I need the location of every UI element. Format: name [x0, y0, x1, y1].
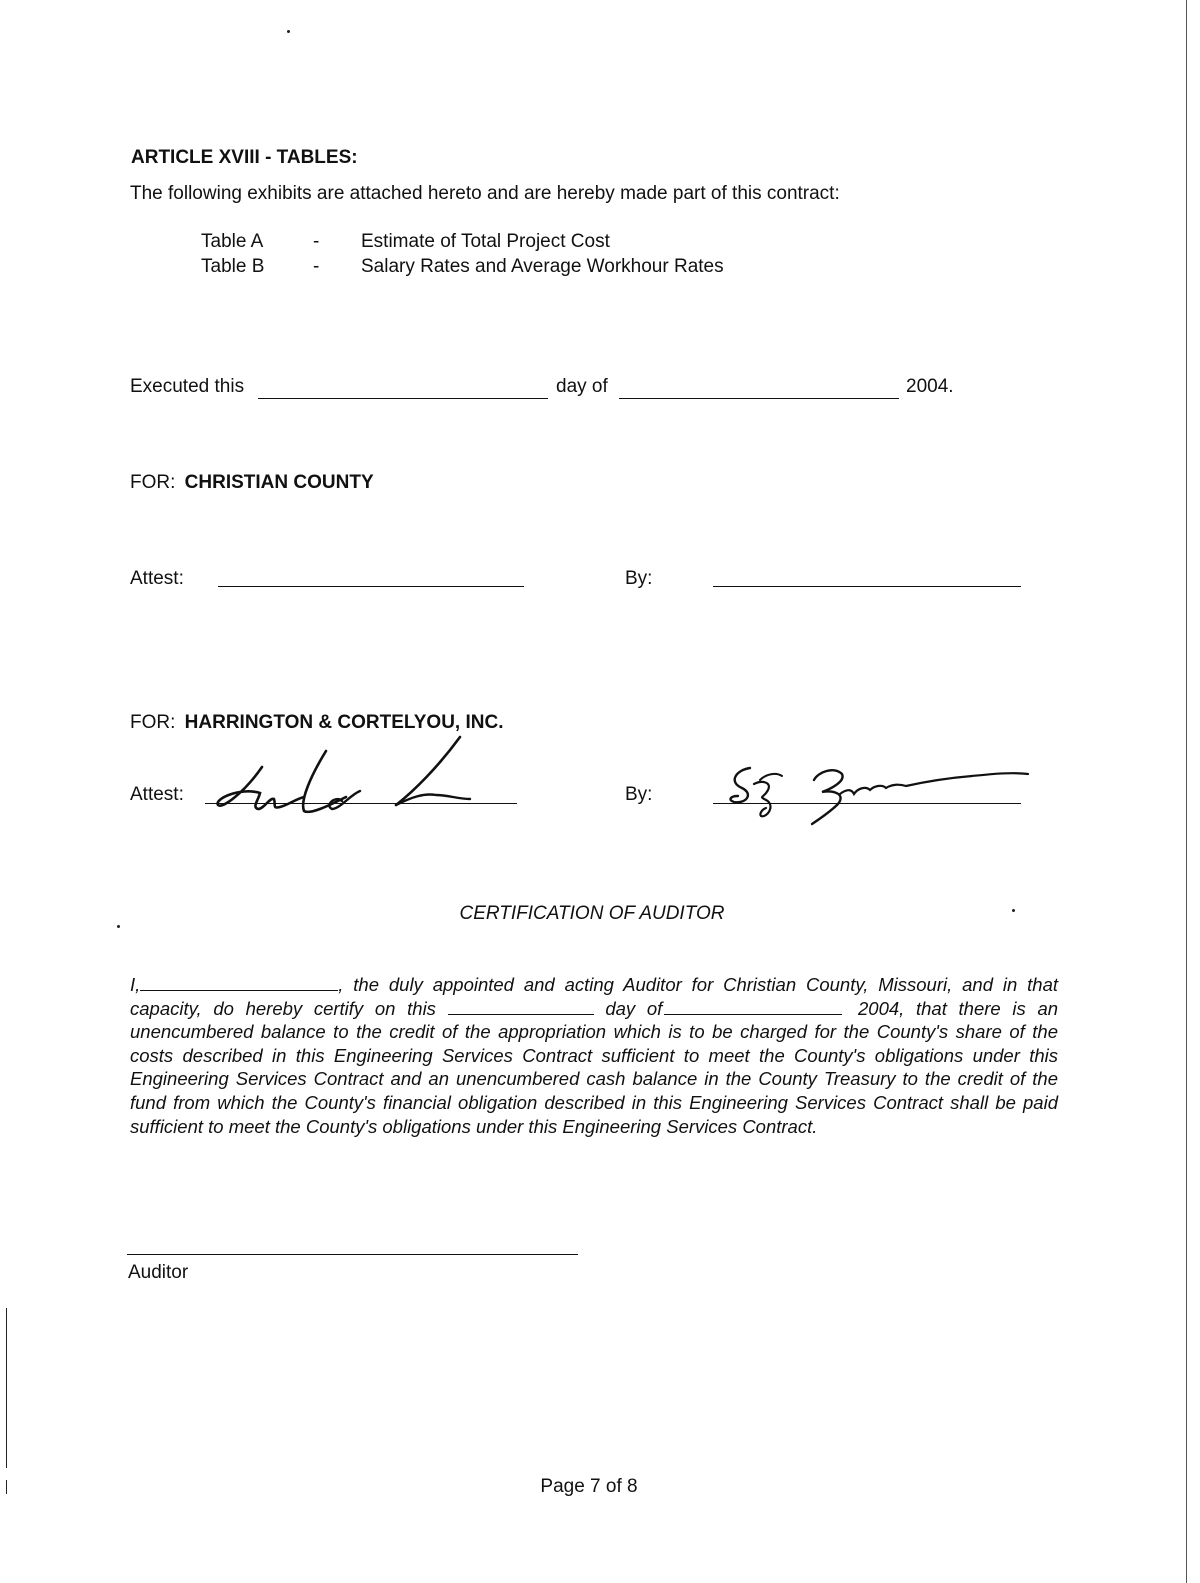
exhibit-name: Table A — [201, 231, 264, 252]
by-handwritten-signature — [710, 760, 1040, 830]
firm-by-label: By: — [625, 784, 653, 805]
county-name: CHRISTIAN COUNTY — [184, 472, 374, 493]
scan-speck — [117, 925, 120, 928]
cert-text-i: I, — [130, 974, 141, 995]
cert-text-rest: 2004, that there is an unencumbered balance to the credit of the appropriation which is to be charged for the County's share of the costs described in this Engineering Services Contract sufficient to meet the County's obligations under this Engineering Services Contract and an unencumbered cash balance in the County Treasury to the credit of the fund from which the County's financial obligation described in this Engineering Services Contract shall be paid sufficient to meet the County's obligations under this Engineering Services Contract. — [130, 997, 1059, 1137]
county-by-label: By: — [625, 568, 653, 589]
firm-name: HARRINGTON & CORTELYOU, INC. — [184, 712, 504, 733]
certification-paragraph — [130, 973, 1058, 1138]
cert-day-blank[interactable] — [448, 997, 594, 1015]
exhibit-description: Estimate of Total Project Cost — [361, 231, 610, 252]
firm-for-label: FOR: — [130, 712, 176, 733]
executed-month-blank[interactable] — [619, 398, 899, 399]
cert-text-day-of: day of — [605, 997, 663, 1019]
scan-speck — [287, 30, 290, 33]
executed-prefix: Executed this — [130, 376, 245, 397]
auditor-label: Auditor — [128, 1262, 189, 1283]
scan-edge-mark — [6, 1308, 7, 1468]
auditor-name-blank[interactable] — [140, 973, 338, 991]
exhibit-dash: - — [313, 231, 320, 252]
page-right-edge — [1186, 0, 1187, 1583]
county-for-label: FOR: — [130, 472, 176, 493]
exhibit-dash: - — [313, 256, 320, 277]
page-number: Page 7 of 8 — [540, 1476, 638, 1497]
exhibit-description: Salary Rates and Average Workhour Rates — [361, 256, 724, 277]
cert-month-blank[interactable] — [664, 997, 842, 1015]
executed-day-of: day of — [556, 376, 608, 397]
attest-handwritten-signature — [200, 735, 490, 825]
article-intro: The following exhibits are attached hereto and are hereby made part of this contract: — [130, 183, 840, 204]
article-heading: ARTICLE XVIII - TABLES: — [131, 147, 358, 168]
firm-attest-label: Attest: — [130, 784, 184, 805]
county-by-signature-line[interactable] — [713, 586, 1021, 587]
county-attest-signature-line[interactable] — [218, 586, 524, 587]
county-attest-label: Attest: — [130, 568, 184, 589]
executed-year: 2004. — [906, 376, 954, 397]
certification-title: CERTIFICATION OF AUDITOR — [459, 903, 725, 924]
executed-day-blank[interactable] — [258, 398, 548, 399]
exhibit-name: Table B — [201, 256, 265, 277]
auditor-signature-line[interactable] — [127, 1254, 578, 1255]
county-for-line — [130, 472, 374, 494]
cert-text-body: , the duly appointed and acting Auditor for Christian County, Missouri, and in that capacity, do hereby certify on this — [130, 974, 1058, 1019]
firm-for-line — [130, 712, 503, 734]
